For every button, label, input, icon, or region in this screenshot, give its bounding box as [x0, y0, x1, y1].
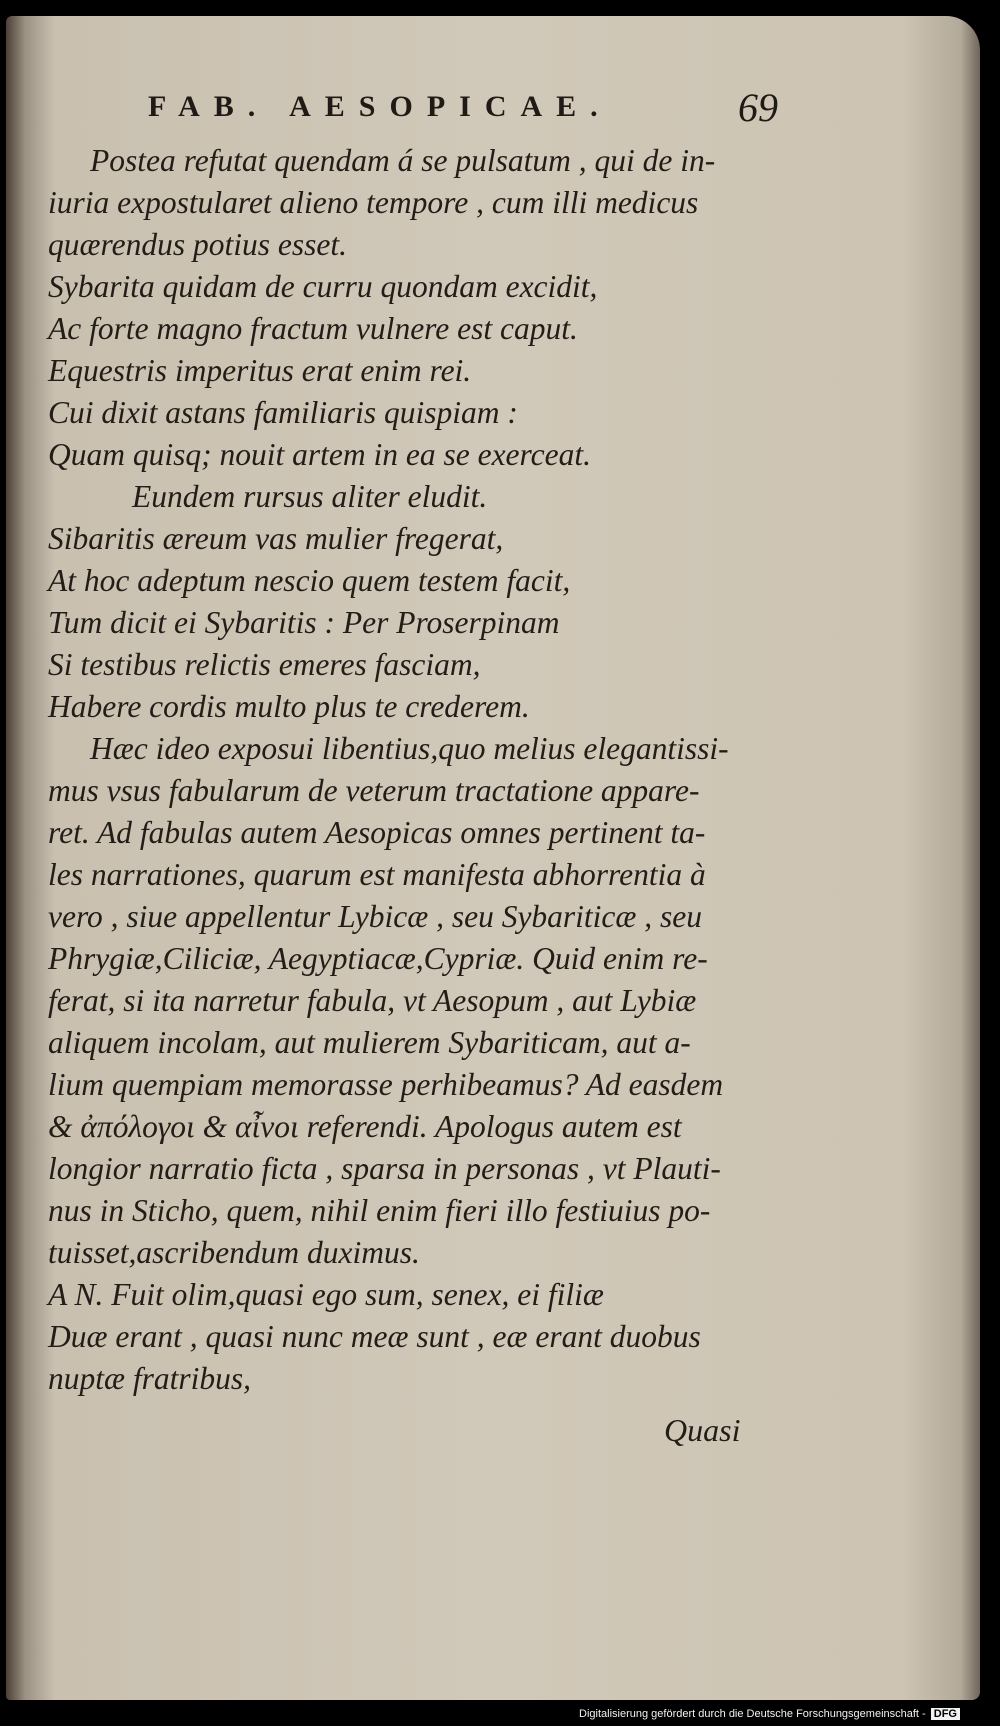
- dfg-logo: DFG: [931, 1708, 960, 1720]
- verse-line: At hoc adeptum nescio quem testem facit,: [48, 563, 571, 598]
- text-line: vero , siue appellentur Lybicæ , seu Sybariticæ , seu: [48, 899, 703, 934]
- catchword: Quasi: [664, 1412, 741, 1448]
- body-text: [48, 140, 768, 1400]
- verse-line: Equestris imperitus erat enim rei.: [48, 353, 472, 388]
- text-line: ret. Ad fabulas autem Aesopicas omnes pertinent ta-: [48, 815, 706, 850]
- footer-credit: [579, 1708, 960, 1720]
- page-header: [148, 84, 778, 134]
- verse-line: Ac forte magno fractum vulnere est caput.: [48, 311, 578, 346]
- verse-line: Tum dicit ei Sybaritis : Per Proserpinam: [48, 605, 560, 640]
- text-line: tuisset,ascribendum duximus.: [48, 1235, 420, 1270]
- verse-line: Sibaritis æreum vas mulier fregerat,: [48, 521, 504, 556]
- text-line: Postea refutat quendam á se pulsatum , qui de in-: [90, 143, 716, 178]
- verse-line: Habere cordis multo plus te crederem.: [48, 689, 530, 724]
- text-line: quærendus potius esset.: [48, 227, 347, 262]
- dialogue-line: Duæ erant , quasi nunc meæ sunt , eæ erant duobus: [48, 1319, 701, 1354]
- text-line: aliquem incolam, aut mulierem Sybariticam, aut a-: [48, 1025, 691, 1060]
- text-line: Phrygiæ,Ciliciæ, Aegyptiacæ,Cypriæ. Quid enim re-: [48, 941, 708, 976]
- section-heading: Eundem rursus aliter eludit.: [132, 479, 488, 514]
- dialogue-line: nuptæ fratribus,: [48, 1361, 252, 1396]
- verse-line: Si testibus relictis emeres fasciam,: [48, 647, 481, 682]
- running-title: FAB. AESOPICAE.: [148, 90, 612, 123]
- verse-line: Cui dixit astans familiaris quispiam :: [48, 395, 518, 430]
- page-number: 69: [738, 85, 778, 130]
- verse-line: Quam quisq; nouit artem in ea se exerceat.: [48, 437, 591, 472]
- dialogue-line: A N. Fuit olim,quasi ego sum, senex, ei filiæ: [48, 1277, 604, 1312]
- text-line: iuria expostularet alieno tempore , cum illi medicus: [48, 185, 699, 220]
- text-line: nus in Sticho, quem, nihil enim fieri illo festiuius po-: [48, 1193, 711, 1228]
- verse-line: Sybarita quidam de curru quondam excidit,: [48, 269, 598, 304]
- text-line: & ἀπόλογοι & αἶνοι referendi. Apologus autem est: [48, 1109, 682, 1144]
- text-line: Hæc ideo exposui libentius,quo melius elegantissi-: [90, 731, 729, 766]
- text-line: longior narratio ficta , sparsa in personas , vt Plauti-: [48, 1151, 721, 1186]
- text-line: ferat, si ita narretur fabula, vt Aesopum , aut Lybiæ: [48, 983, 697, 1018]
- text-line: les narrationes, quarum est manifesta abhorrentia à: [48, 857, 706, 892]
- text-line: mus vsus fabularum de veterum tractatione appare-: [48, 773, 700, 808]
- text-line: lium quempiam memorasse perhibeamus? Ad easdem: [48, 1067, 724, 1102]
- credit-text: Digitalisierung gefördert durch die Deutsche Forschungsgemeinschaft -: [579, 1708, 926, 1720]
